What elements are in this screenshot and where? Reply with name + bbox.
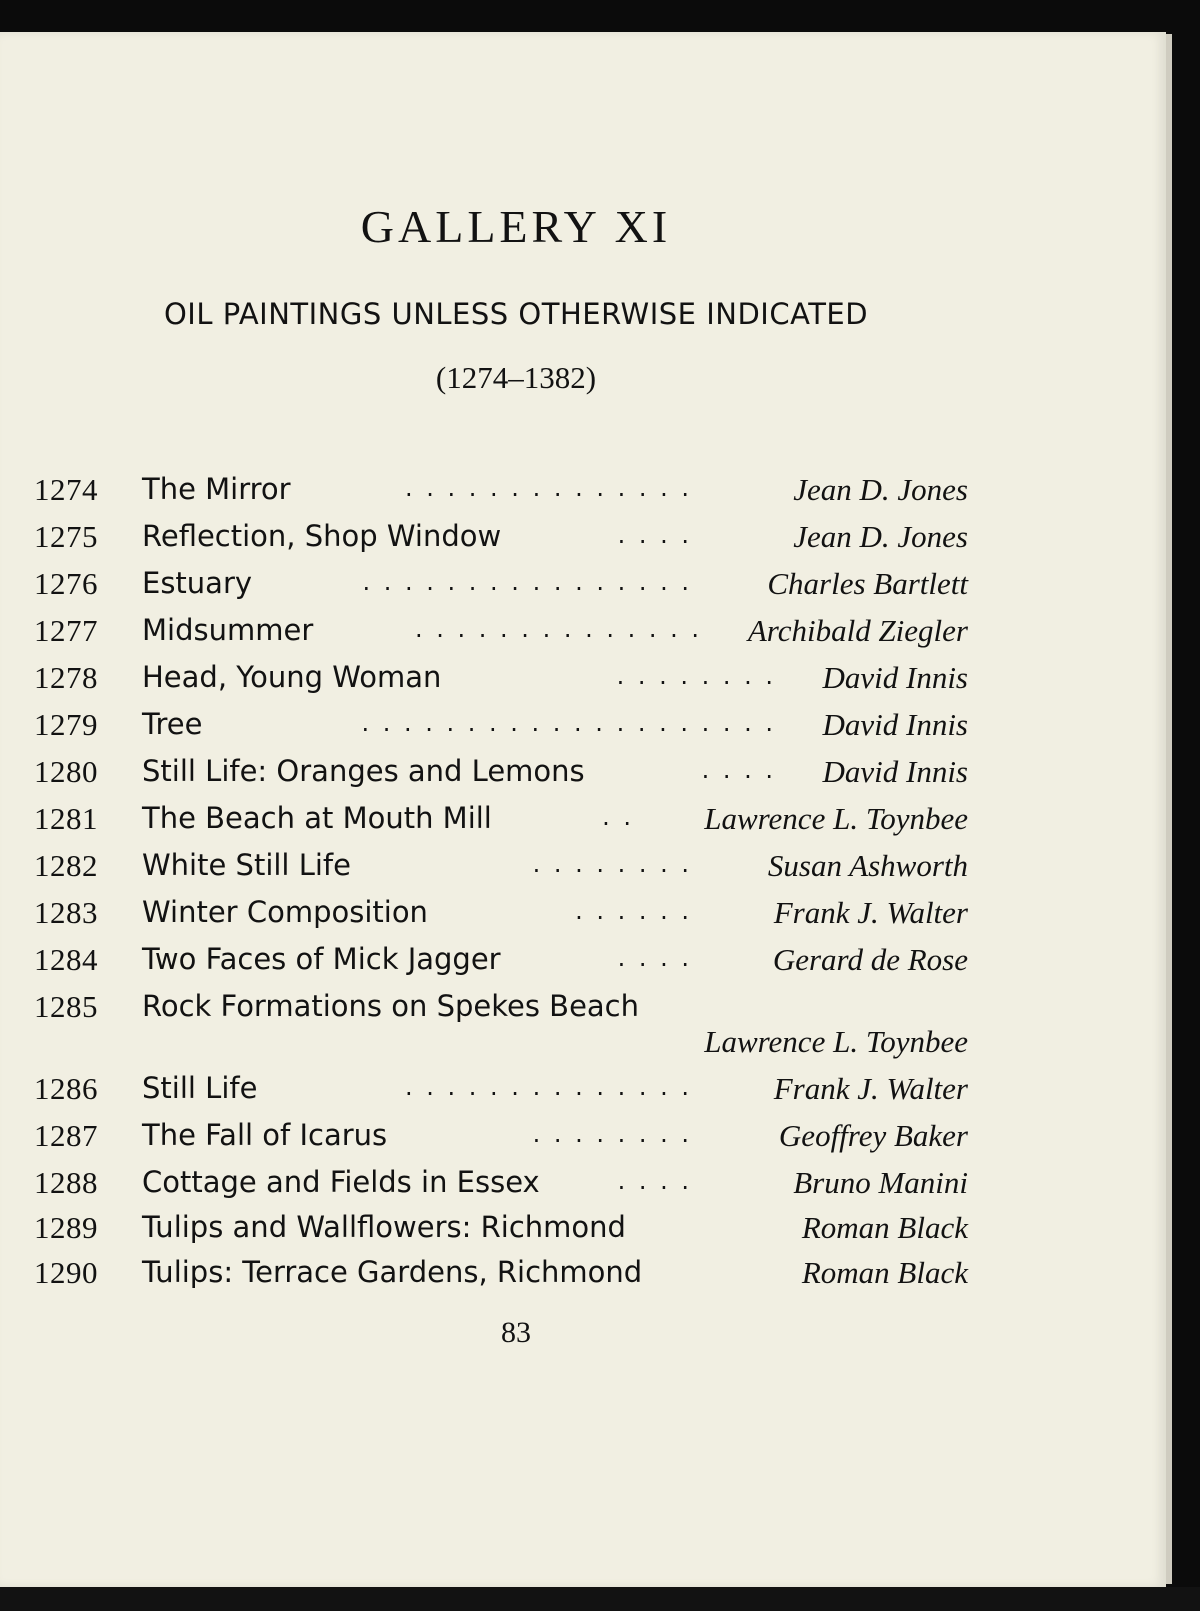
- dot-leader: . . . . . .: [575, 897, 692, 925]
- dot-leader: . . . .: [617, 521, 692, 549]
- entry-artist: Roman Black: [801, 1210, 968, 1245]
- dot-leader: . . . .: [617, 944, 692, 972]
- entry-title: Two Faces of Mick Jagger: [142, 942, 501, 976]
- entry-title: Reflection, Shop Window: [142, 519, 502, 553]
- entry-title: Winter Composition: [142, 895, 428, 929]
- entry-title: The Mirror: [142, 472, 291, 506]
- entry-number: 1283: [34, 895, 98, 930]
- catalogue-entry: [0, 895, 1166, 941]
- page-edge: [1166, 34, 1172, 1584]
- entry-title: The Fall of Icarus: [142, 1118, 388, 1152]
- entry-title: The Beach at Mouth Mill: [142, 801, 492, 835]
- entry-artist: Jean D. Jones: [793, 519, 968, 554]
- entry-artist: David Innis: [822, 754, 968, 789]
- entry-number: 1278: [34, 660, 98, 695]
- dot-leader: . . . . . . . . . . . . . .: [415, 615, 702, 643]
- entry-title: Tulips: Terrace Gardens, Richmond: [142, 1255, 643, 1289]
- dot-leader: . . . .: [617, 1167, 692, 1195]
- gallery-heading: GALLERY XI: [360, 201, 672, 252]
- entry-artist: David Innis: [822, 707, 968, 742]
- catalogue-range: (1274–1382): [435, 360, 597, 395]
- catalogue-entry: [0, 848, 1166, 894]
- entry-title: Cottage and Fields in Essex: [142, 1165, 540, 1199]
- entry-title: Midsummer: [142, 613, 314, 647]
- catalogue-entry: [0, 660, 1166, 706]
- catalogue-entry: [0, 1255, 1166, 1301]
- entry-number: 1288: [34, 1165, 98, 1200]
- entry-title: Tree: [142, 707, 203, 741]
- entry-number: 1276: [34, 566, 98, 601]
- dot-leader: . . . . . . . . . . . . . .: [405, 474, 692, 502]
- entry-artist: Lawrence L. Toynbee: [704, 801, 968, 836]
- entry-number: 1285: [34, 989, 98, 1024]
- catalogue-entry: [0, 754, 1166, 800]
- catalogue-entry: [0, 1118, 1166, 1164]
- entry-title: Head, Young Woman: [142, 660, 442, 694]
- catalogue-entry: [0, 613, 1166, 659]
- entry-number: 1289: [34, 1210, 98, 1245]
- dot-leader: . . . . . . . . . . . . . .: [405, 1073, 692, 1101]
- page-number: 83: [501, 1316, 531, 1349]
- entry-number: 1286: [34, 1071, 98, 1106]
- dot-leader: . . . .: [701, 756, 776, 784]
- entry-artist: Bruno Manini: [793, 1165, 968, 1200]
- entry-artist: Archibald Ziegler: [747, 613, 968, 648]
- catalogue-entry: [0, 519, 1166, 565]
- entry-artist: Lawrence L. Toynbee: [704, 1024, 968, 1059]
- entry-number: 1282: [34, 848, 98, 883]
- entry-artist: Susan Ashworth: [767, 848, 968, 883]
- entry-number: 1287: [34, 1118, 98, 1153]
- catalogue-entry: [0, 707, 1166, 753]
- catalogue-entry: [0, 801, 1166, 847]
- entry-title: Tulips and Wallflowers: Richmond: [142, 1210, 626, 1244]
- dot-leader: . .: [602, 803, 634, 831]
- entry-number: 1279: [34, 707, 98, 742]
- catalogue-entry: [0, 989, 1166, 1071]
- entry-number: 1281: [34, 801, 98, 836]
- dot-leader: . . . . . . . . . . . . . . . . . . . .: [361, 709, 776, 737]
- entry-artist: Charles Bartlett: [767, 566, 968, 601]
- entry-title: Estuary: [142, 566, 253, 600]
- catalogue-entry: [0, 566, 1166, 612]
- entry-artist: Roman Black: [801, 1255, 968, 1290]
- entry-number: 1277: [34, 613, 98, 648]
- entry-number: 1280: [34, 754, 98, 789]
- catalogue-entry: [0, 472, 1166, 518]
- entry-title: White Still Life: [142, 848, 351, 882]
- section-subtitle: OIL PAINTINGS UNLESS OTHERWISE INDICATED: [163, 297, 869, 331]
- catalogue-entry: [0, 942, 1166, 988]
- dot-leader: . . . . . . . .: [532, 850, 692, 878]
- entry-number: 1275: [34, 519, 98, 554]
- entry-number: 1274: [34, 472, 98, 507]
- entry-artist: David Innis: [822, 660, 968, 695]
- dot-leader: . . . . . . . .: [616, 662, 776, 690]
- catalogue-entry: [0, 1071, 1166, 1117]
- entry-artist: Frank J. Walter: [773, 1071, 968, 1106]
- entry-title: Rock Formations on Spekes Beach: [142, 989, 640, 1023]
- entry-artist: Geoffrey Baker: [778, 1118, 968, 1153]
- catalogue-list: [0, 32, 1166, 1587]
- entry-number: 1290: [34, 1255, 98, 1290]
- catalogue-entry: [0, 1165, 1166, 1211]
- entry-artist: Jean D. Jones: [793, 472, 968, 507]
- catalogue-page: [0, 32, 1166, 1587]
- entry-number: 1284: [34, 942, 98, 977]
- catalogue-entry: [0, 1210, 1166, 1256]
- dot-leader: . . . . . . . .: [532, 1120, 692, 1148]
- entry-title: Still Life: [142, 1071, 258, 1105]
- entry-artist: Frank J. Walter: [773, 895, 968, 930]
- entry-artist: Gerard de Rose: [772, 942, 968, 977]
- scan-border: [0, 1587, 1200, 1611]
- dot-leader: . . . . . . . . . . . . . . . .: [362, 568, 692, 596]
- entry-title: Still Life: Oranges and Lemons: [142, 754, 585, 788]
